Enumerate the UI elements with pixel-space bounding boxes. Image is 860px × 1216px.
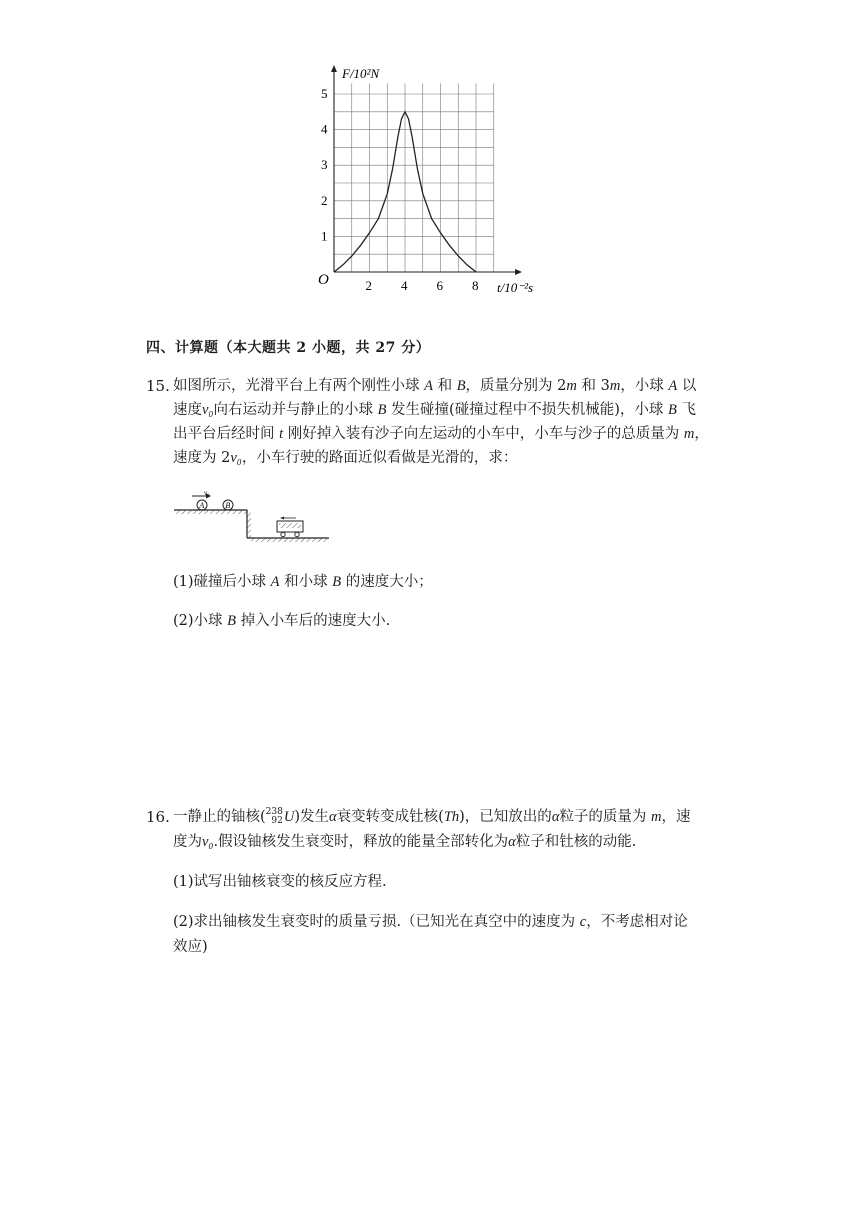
cart-wheel-left — [281, 532, 285, 536]
q15-text-line-1: 如图所示，光滑平台上有两个刚性小球 A 和 B，质量分别为 2m 和 3m，小球 A 以 — [173, 378, 697, 394]
y-tick-label: 4 — [321, 121, 328, 137]
ball-a-label: A — [199, 501, 205, 510]
y-tick-label: 5 — [321, 86, 328, 101]
q16-text-line-2: 度为v₀.假设铀核发生衰变时，释放的能量全部转化为α粒子和钍核的动能. — [173, 834, 637, 850]
x-axis-arrow — [515, 269, 522, 275]
q16-text-line-1: 一静止的铀核( 238 92 U)发生α衰变转变成钍核(Th)，已知放出的α粒子的质量为 m，速 — [173, 807, 691, 826]
q15-subquestion-1: (1)碰撞后小球 A 和小球 B 的速度大小； — [173, 574, 433, 590]
cart-wheel-right — [295, 532, 299, 536]
ground-hatch — [251, 538, 329, 542]
y-axis-label: F/10²N — [342, 66, 380, 81]
x-tick-label: 2 — [365, 278, 372, 293]
q16-subquestion-2-cont: 效应) — [173, 939, 208, 955]
y-axis-arrow — [331, 65, 337, 72]
q16-subquestion-1: (1)试写出铀核衰变的核反应方程. — [173, 874, 387, 890]
q15-platform-diagram — [172, 484, 332, 542]
chart-grid — [334, 83, 494, 272]
q15-subquestion-2: (2)小球 B 掉入小车后的速度大小. — [173, 613, 391, 629]
platform-hatch — [174, 510, 247, 514]
question-number-15: 15. — [146, 377, 170, 395]
q16-subquestion-2: (2)求出铀核发生衰变时的质量亏损.（已知光在真空中的速度为 c，不考虑相对论 — [173, 914, 688, 930]
y-tick-label: 1 — [321, 228, 328, 244]
y-tick-label: 3 — [321, 157, 328, 173]
chart-axes — [331, 65, 522, 275]
force-time-chart — [300, 60, 560, 300]
x-tick-label: 8 — [472, 278, 479, 293]
q15-text-line-2: 速度v₀向右运动并与静止的小球 B 发生碰撞(碰撞过程中不损失机械能)，小球 B 飞 — [173, 402, 696, 418]
x-tick-label: 6 — [436, 278, 443, 293]
x-tick-label: 4 — [401, 278, 408, 293]
q15-text-line-3: 出平台后经时间 t 刚好掉入装有沙子向左运动的小车中，小车与沙子的总质量为 m， — [173, 426, 709, 442]
x-axis-label: t/10⁻²s — [497, 280, 534, 295]
origin-label: O — [318, 272, 329, 288]
y-tick-label: 2 — [321, 192, 328, 208]
chart-ticks — [321, 86, 479, 293]
cart-sand — [279, 523, 301, 528]
v0-label: v₀ — [204, 489, 210, 497]
ball-b-label: B — [225, 501, 231, 510]
section-title: 四、计算题（本大题共 2 小题，共 27 分） — [146, 340, 431, 356]
question-number-16: 16. — [146, 808, 170, 826]
q15-text-line-4: 速度为 2v₀，小车行驶的路面近似看做是光滑的，求： — [173, 450, 518, 466]
